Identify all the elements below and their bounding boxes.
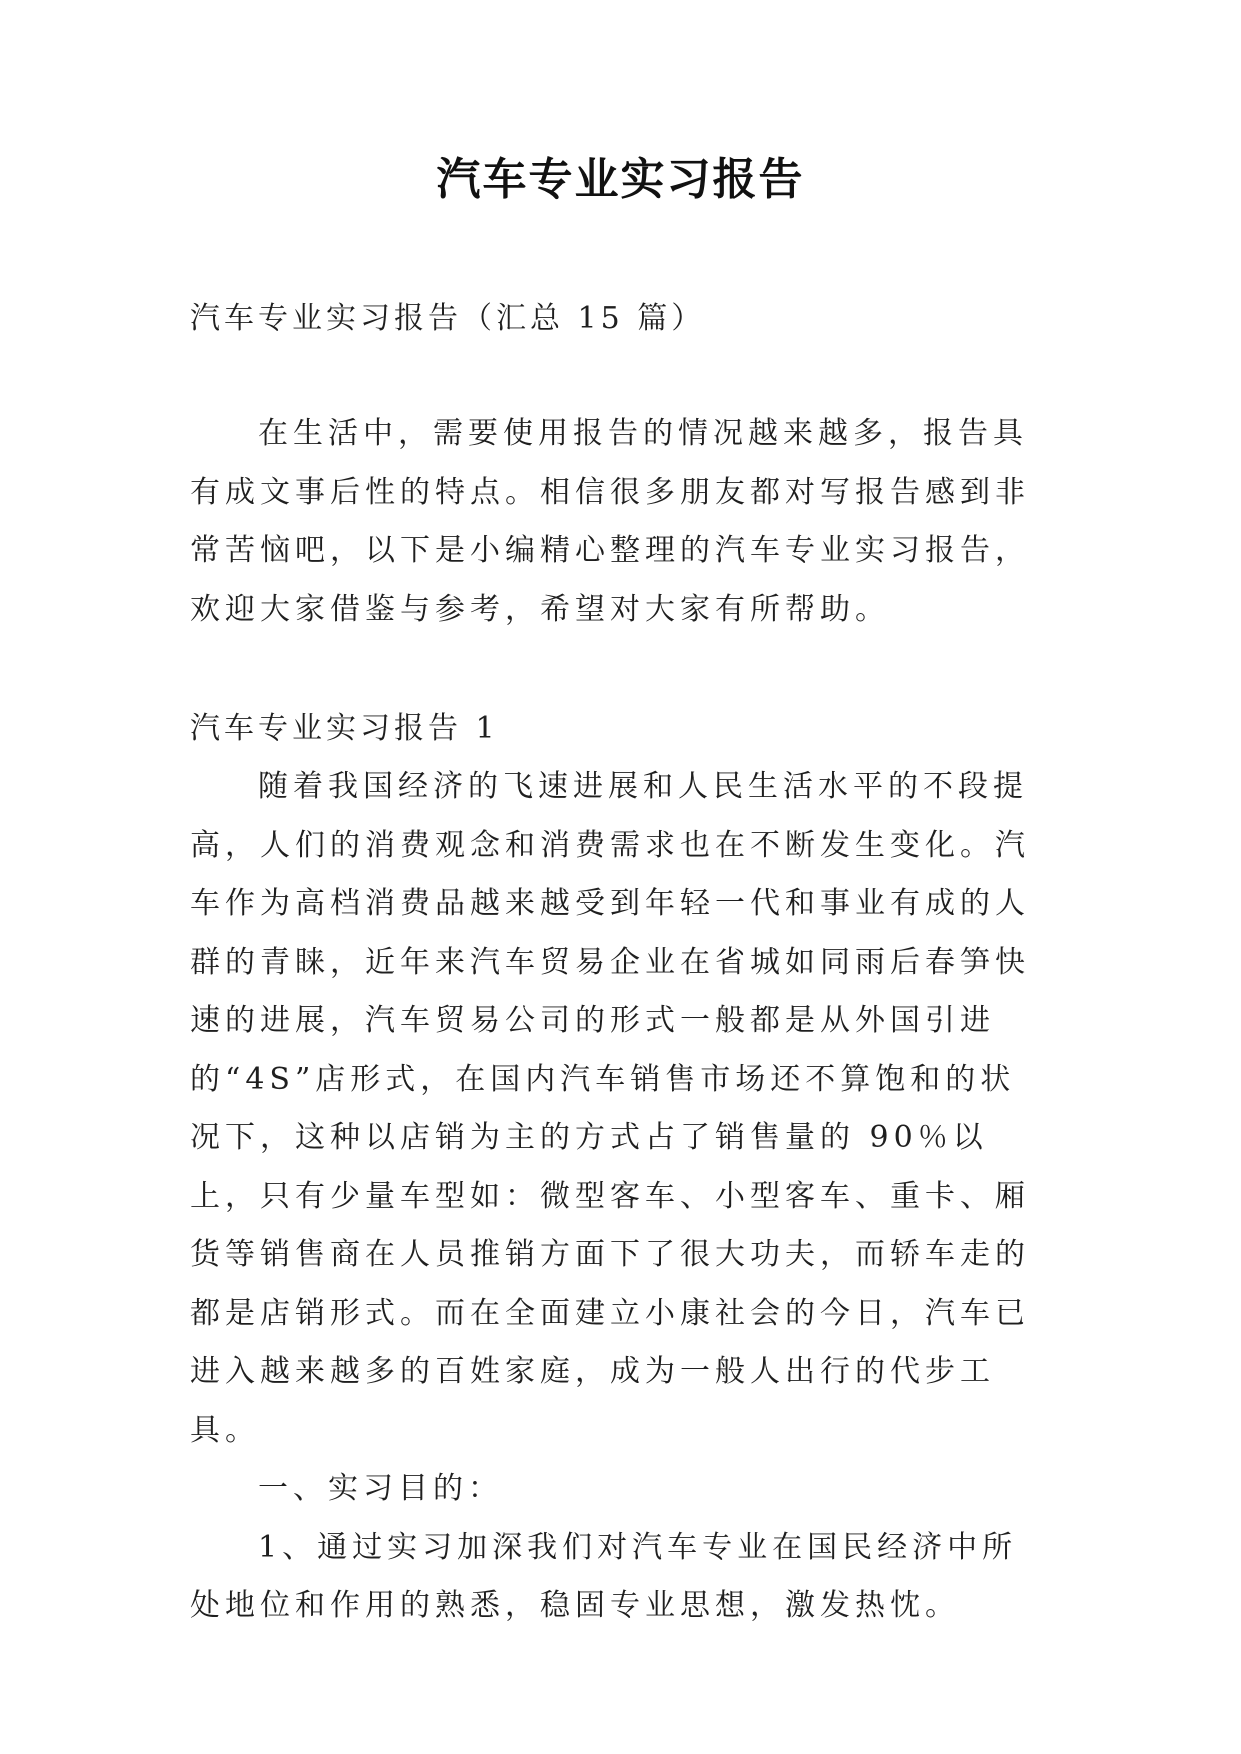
document-subtitle: 汽车专业实习报告（汇总 15 篇）: [190, 301, 706, 336]
intro-paragraph: 在生活中，需要使用报告的情况越来越多，报告具有成文事后性的特点。相信很多朋友都对写报告感到非常苦恼吧，以下是小编精心整理的汽车专业实习报告，欢迎大家借鉴与参考，希望对大家有所帮助。: [190, 416, 1030, 627]
body-paragraph: 随着我国经济的飞速进展和人民生活水平的不段提高，人们的消费观念和消费需求也在不断发生变化。汽车作为高档消费品越来越受到年轻一代和事业有成的人群的青睐，近年来汽车贸易企业在省城如同雨后春笋快速的进展，汽车贸易公司的形式一般都是从外国引进的“4S”店形式，在国内汽车销售市场还不算饱和的状况下，这种以店销为主的方式占了销售量的 90％以上，只有少量车型如：微型客车、小型客车、重卡、厢货等销售商在人员推销方面下了很大功夫，而轿车走的都是店销形式。而在全面建立小康社会的今日，汽车已进入越来越多的百姓家庭，成为一般人出行的代步工具。: [190, 769, 1030, 1448]
intro-paragraph-block: [190, 405, 1050, 639]
section-body: [190, 758, 1050, 1636]
section-heading: 汽车专业实习报告 1: [190, 711, 499, 746]
document-title: 汽车专业实习报告: [436, 154, 805, 205]
list-item: 1、通过实习加深我们对汽车专业在国民经济中所处地位和作用的熟悉，稳固专业思想，激发热忱。: [190, 1529, 1018, 1623]
list-heading: 一、实习目的：: [258, 1471, 503, 1506]
